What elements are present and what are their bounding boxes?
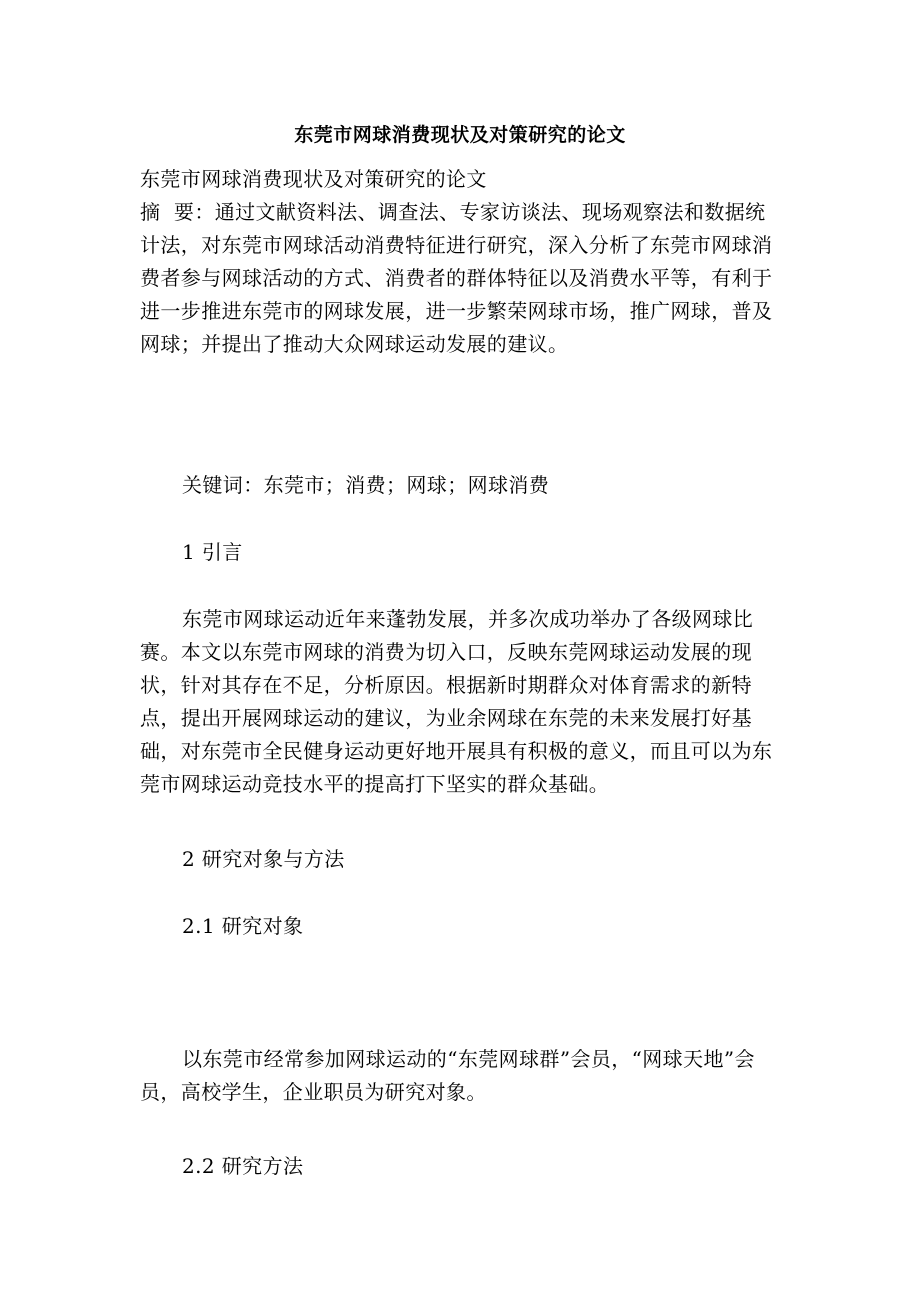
abstract-label: 摘 要：: [140, 200, 215, 224]
section-2-2-heading: 2.2 研究方法: [182, 1154, 304, 1178]
document-title: 东莞市网球消费现状及对策研究的论文: [294, 124, 626, 146]
section-2-1-body: 以东莞市经常参加网球运动的“东莞网球群”会员，“网球天地”会员，高校学生，企业职员为研究对象。: [140, 1047, 755, 1104]
document-subtitle: 东莞市网球消费现状及对策研究的论文: [140, 167, 487, 191]
section-1-body: 东莞市网球运动近年来蓬勃发展，并多次成功举办了各级网球比赛。本文以东莞市网球的消费为切入口，反映东莞网球运动发展的现状，针对其存在不足，分析原因。根据新时期群众对体育需求的新特点，提出开展网球运动的建议，为业余网球在东莞的未来发展打好基础，对东莞市全民健身运动更好地开展具有积极的意义，而且可以为东莞市网球运动竞技水平的提高打下坚实的群众基础。: [140, 607, 773, 796]
section-2-1-heading: 2.1 研究对象: [182, 914, 304, 938]
abstract-paragraph: [140, 196, 780, 361]
abstract-text: 通过文献资料法、调查法、专家访谈法、现场观察法和数据统计法，对东莞市网球活动消费特征进行研究，深入分析了东莞市网球消费者参与网球活动的方式、消费者的群体特征以及消费水平等，有利于进一步推进东莞市的网球发展，进一步繁荣网球市场，推广网球，普及网球；并提出了推动大众网球运动发展的建议。: [140, 200, 773, 356]
section-1-heading: 1 引言: [182, 540, 243, 564]
section-2-heading: 2 研究对象与方法: [182, 847, 345, 871]
keywords-line: 关键词：东莞市；消费；网球；网球消费: [182, 473, 550, 497]
